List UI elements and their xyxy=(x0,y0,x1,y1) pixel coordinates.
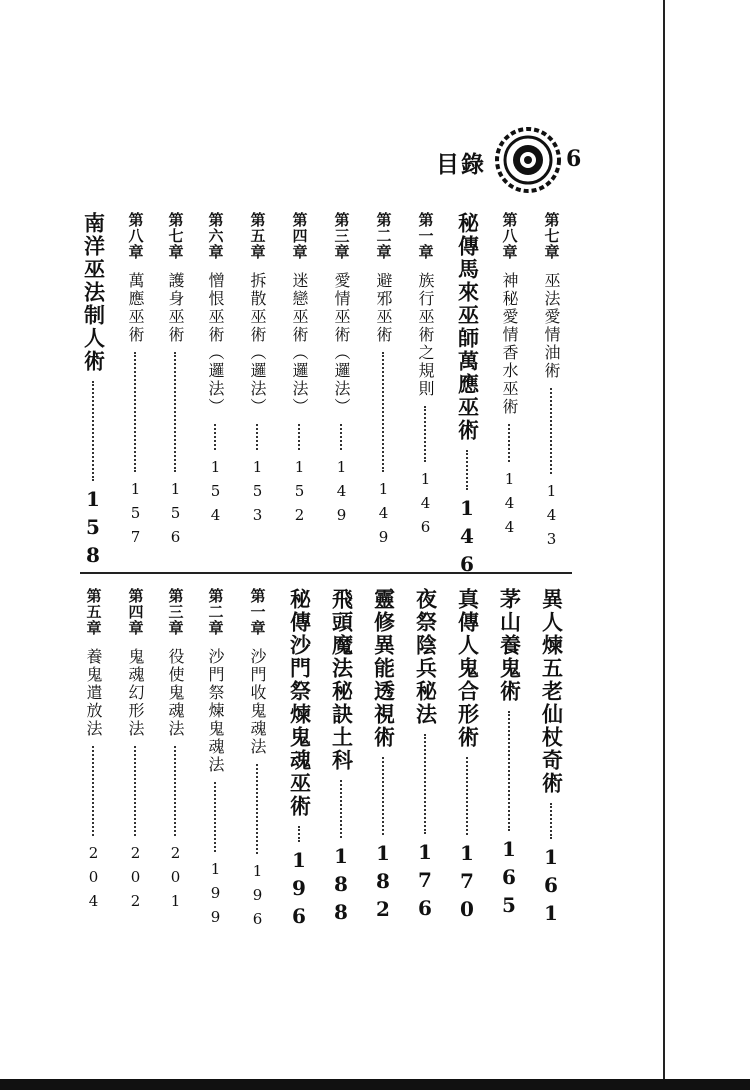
section-title: 南洋巫法制人術 xyxy=(81,212,106,373)
chapter-label: 第七章 xyxy=(166,212,185,260)
toc-entry-section xyxy=(494,588,524,921)
leader-dots xyxy=(382,757,384,835)
entry-page: 161 xyxy=(539,845,563,929)
toc-entry xyxy=(242,212,272,530)
leader-dots xyxy=(340,780,342,838)
chapter-label: 第二章 xyxy=(374,212,393,260)
toc-entry xyxy=(242,588,272,934)
ornament-icon xyxy=(494,126,562,194)
entry-title: 役使鬼魂法 xyxy=(166,648,185,738)
leader-dots xyxy=(134,352,136,472)
entry-title: 拆散巫術（邏法） xyxy=(248,272,267,416)
entry-page: 165 xyxy=(497,837,521,921)
entry-page: 149 xyxy=(374,480,393,552)
entry-page: 144 xyxy=(500,470,519,542)
entry-page: 156 xyxy=(166,480,185,552)
chapter-label: 第六章 xyxy=(206,212,225,260)
entry-page: 196 xyxy=(248,862,267,934)
leader-dots xyxy=(134,746,136,836)
entry-page: 201 xyxy=(166,844,185,916)
entry-title: 憎恨巫術（邏法） xyxy=(206,272,225,416)
scan-bottom-bar xyxy=(0,1079,750,1090)
leader-dots xyxy=(508,424,510,462)
toc-entry xyxy=(284,212,314,530)
leader-dots xyxy=(508,711,510,831)
section-title: 真傳人鬼合形術 xyxy=(455,588,480,749)
toc-entry xyxy=(200,212,230,530)
entry-title: 萬應巫術 xyxy=(126,272,145,344)
leader-dots xyxy=(550,803,552,839)
entry-page: 188 xyxy=(329,844,353,928)
leader-dots xyxy=(466,757,468,835)
section-title: 異人煉五老仙杖奇術 xyxy=(539,588,564,795)
toc-entry-section xyxy=(452,212,482,580)
entry-title: 沙門收鬼魂法 xyxy=(248,648,267,756)
leader-dots xyxy=(174,746,176,836)
toc-entry xyxy=(160,212,190,552)
entry-page: 196 xyxy=(287,848,311,932)
leader-dots xyxy=(214,424,216,450)
chapter-label: 第一章 xyxy=(248,588,267,636)
toc-entry xyxy=(120,212,150,552)
section-divider xyxy=(80,572,572,574)
toc-entry-section xyxy=(452,588,482,925)
section-title: 秘傳馬來巫師萬應巫術 xyxy=(455,212,480,442)
toc-entry-section xyxy=(410,588,440,924)
toc-entry xyxy=(78,588,108,916)
chapter-label: 第一章 xyxy=(416,212,435,260)
section-title: 飛頭魔法秘訣土科 xyxy=(329,588,354,772)
entry-page: 146 xyxy=(416,470,435,542)
chapter-label: 第二章 xyxy=(206,588,225,636)
toc-entry-section xyxy=(536,588,566,929)
leader-dots xyxy=(466,450,468,490)
chapter-label: 第五章 xyxy=(248,212,267,260)
leader-dots xyxy=(340,424,342,450)
entry-title: 迷戀巫術（邏法） xyxy=(290,272,309,416)
toc-entry xyxy=(536,212,566,554)
entry-title: 養鬼遣放法 xyxy=(84,648,103,738)
page-edge-line xyxy=(663,0,665,1090)
entry-page: 149 xyxy=(332,458,351,530)
entry-title: 神秘愛情香水巫術 xyxy=(500,272,519,416)
toc-entry xyxy=(160,588,190,916)
leader-dots xyxy=(298,826,300,842)
toc-entry xyxy=(368,212,398,552)
entry-page: 157 xyxy=(126,480,145,552)
leader-dots xyxy=(424,406,426,462)
entry-page: 143 xyxy=(542,482,561,554)
chapter-label: 第四章 xyxy=(290,212,309,260)
entry-page: 153 xyxy=(248,458,267,530)
toc-entry xyxy=(120,588,150,916)
toc-entry xyxy=(494,212,524,542)
entry-page: 176 xyxy=(413,840,437,924)
entry-title: 護身巫術 xyxy=(166,272,185,344)
entry-page: 146 xyxy=(455,496,479,580)
chapter-label: 第五章 xyxy=(84,588,103,636)
leader-dots xyxy=(424,734,426,834)
leader-dots xyxy=(92,381,94,481)
chapter-label: 第八章 xyxy=(126,212,145,260)
leader-dots xyxy=(214,782,216,852)
toc-entry-section xyxy=(368,588,398,925)
chapter-label: 第七章 xyxy=(542,212,561,260)
toc-entry xyxy=(326,212,356,530)
leader-dots xyxy=(92,746,94,836)
entry-page: 202 xyxy=(126,844,145,916)
entry-title: 沙門祭煉鬼魂法 xyxy=(206,648,225,774)
leader-dots xyxy=(174,352,176,472)
leader-dots xyxy=(256,764,258,854)
entry-page: 158 xyxy=(81,487,105,571)
chapter-label: 第三章 xyxy=(332,212,351,260)
entry-page: 182 xyxy=(371,841,395,925)
leader-dots xyxy=(256,424,258,450)
section-title: 靈修異能透視術 xyxy=(371,588,396,749)
chapter-label: 第四章 xyxy=(126,588,145,636)
leader-dots xyxy=(382,352,384,472)
page-number: 6 xyxy=(566,146,582,172)
entry-page: 199 xyxy=(206,860,225,932)
entry-page: 170 xyxy=(455,841,479,925)
entry-title: 族行巫術之規則 xyxy=(416,272,435,398)
entry-page: 152 xyxy=(290,458,309,530)
toc-entry-section xyxy=(326,588,356,928)
toc-entry-section xyxy=(78,212,108,571)
chapter-label: 第三章 xyxy=(166,588,185,636)
chapter-label: 第八章 xyxy=(500,212,519,260)
toc-entry xyxy=(200,588,230,932)
toc-entry-section xyxy=(284,588,314,932)
section-title: 茅山養鬼術 xyxy=(497,588,522,703)
toc-entry xyxy=(410,212,440,542)
entry-title: 愛情巫術（邏法） xyxy=(332,272,351,416)
entry-title: 巫法愛情油術 xyxy=(542,272,561,380)
entry-title: 避邪巫術 xyxy=(374,272,393,344)
entry-page: 204 xyxy=(84,844,103,916)
leader-dots xyxy=(298,424,300,450)
leader-dots xyxy=(550,388,552,474)
section-title: 秘傳沙門祭煉鬼魂巫術 xyxy=(287,588,312,818)
entry-title: 鬼魂幻形法 xyxy=(126,648,145,738)
toc-heading: 目錄 xyxy=(436,152,486,178)
section-title: 夜祭陰兵秘法 xyxy=(413,588,438,726)
entry-page: 154 xyxy=(206,458,225,530)
